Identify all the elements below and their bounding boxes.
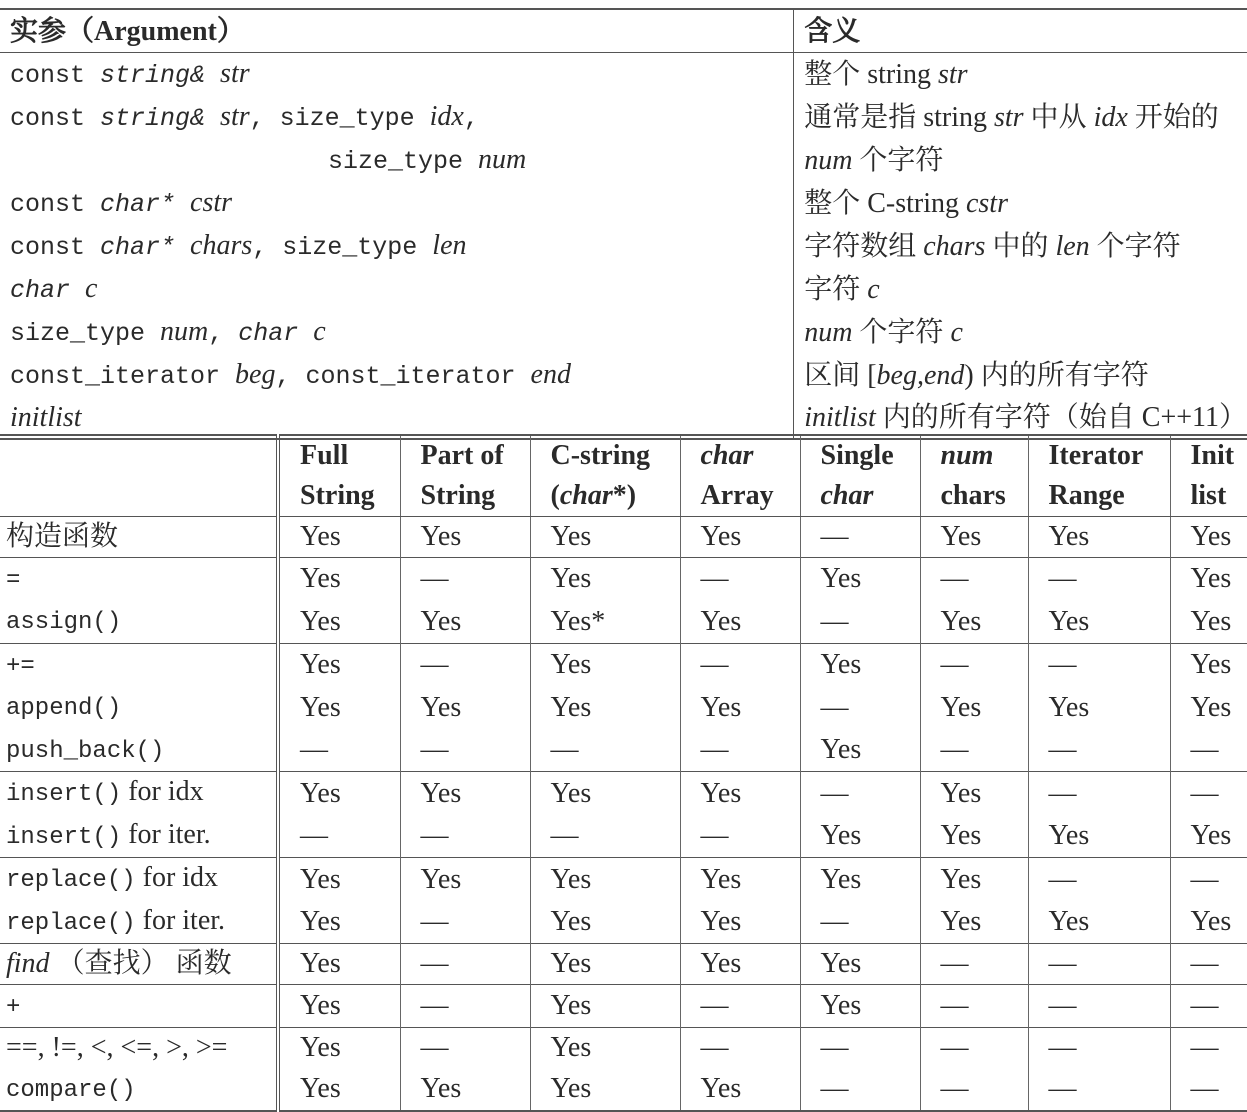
support-cell: Yes	[1170, 557, 1247, 600]
support-cell: Yes	[1028, 517, 1170, 558]
row-label	[0, 557, 278, 600]
args-row	[0, 139, 1247, 182]
support-cell: —	[400, 815, 530, 858]
text-segment: num	[804, 145, 853, 176]
column-header	[400, 435, 530, 476]
support-cell: Yes	[920, 901, 1028, 944]
column-header	[920, 435, 1028, 476]
ops-header-row	[0, 476, 1247, 517]
support-cell: Yes	[278, 643, 400, 686]
text-segment: const	[10, 233, 101, 262]
text-segment: for idx	[135, 862, 219, 893]
ops-header-row	[0, 435, 1247, 476]
column-header	[800, 476, 920, 517]
column-header	[680, 435, 800, 476]
support-cell: Yes	[680, 600, 800, 643]
support-cell: —	[1028, 643, 1170, 686]
support-cell: —	[400, 1028, 530, 1068]
text-segment: 字符数组	[804, 231, 924, 262]
text-segment: num	[478, 144, 527, 175]
support-cell: Yes	[800, 858, 920, 901]
header-meaning	[794, 9, 1247, 53]
support-cell: —	[1028, 944, 1170, 985]
support-cell: —	[1028, 772, 1170, 815]
text-segment: insert()	[6, 823, 122, 851]
text-segment: Single	[820, 440, 894, 471]
meaning-cell	[794, 182, 1247, 225]
text-segment: 区间 [	[804, 360, 877, 391]
support-cell: Yes	[800, 729, 920, 772]
table-row	[0, 643, 1247, 686]
meaning-cell	[794, 268, 1247, 311]
support-cell: Yes	[680, 517, 800, 558]
text-segment: c	[950, 317, 963, 348]
support-cell: —	[530, 729, 680, 772]
table-row	[0, 1028, 1247, 1068]
support-cell: —	[400, 901, 530, 944]
args-header-row	[0, 9, 1247, 53]
column-header	[278, 435, 400, 476]
text-segment: initlist	[10, 402, 82, 433]
text-segment: 个字符	[852, 317, 951, 348]
column-header	[1028, 476, 1170, 517]
text-segment: beg	[235, 359, 276, 390]
text-segment: 个字符	[852, 145, 944, 176]
row-label	[0, 815, 278, 858]
support-cell: —	[920, 729, 1028, 772]
support-cell: Yes	[400, 600, 530, 643]
meaning-cell	[794, 354, 1247, 397]
text-segment: 字符	[804, 274, 868, 305]
text-segment: cstr	[190, 187, 233, 218]
support-cell: Yes	[1028, 815, 1170, 858]
text-segment: replace()	[6, 867, 136, 894]
support-cell: Yes	[278, 600, 400, 643]
text-segment: (	[550, 480, 560, 511]
support-cell: Yes	[530, 944, 680, 985]
text-segment: chars	[940, 480, 1006, 511]
support-cell: Yes	[680, 901, 800, 944]
text-segment: , size_type	[252, 233, 433, 262]
text-segment: 通常是指 string	[804, 102, 994, 133]
table-row	[0, 901, 1247, 944]
table-row	[0, 600, 1247, 643]
text-segment: 整个 string	[804, 59, 938, 90]
row-label	[0, 729, 278, 772]
text-segment: len	[432, 230, 467, 261]
text-segment: num	[804, 317, 853, 348]
table-row	[0, 984, 1247, 1028]
support-cell: Yes	[1170, 643, 1247, 686]
text-segment: const	[10, 104, 101, 133]
support-cell: Yes	[920, 517, 1028, 558]
support-cell: Yes	[680, 1068, 800, 1112]
support-cell: —	[800, 901, 920, 944]
text-segment: +	[6, 993, 21, 1021]
support-cell: —	[1028, 984, 1170, 1028]
text-segment: len	[1055, 231, 1090, 262]
support-cell: —	[1028, 1028, 1170, 1068]
support-cell: —	[400, 729, 530, 772]
text-segment: str	[993, 102, 1024, 133]
support-cell: Yes	[278, 772, 400, 815]
support-cell: —	[800, 686, 920, 729]
support-cell: —	[400, 643, 530, 686]
support-cell: —	[1170, 984, 1247, 1028]
argument-cell	[0, 182, 794, 225]
support-cell: Yes	[800, 643, 920, 686]
support-cell: Yes	[278, 1068, 400, 1112]
text-segment: Full	[300, 440, 349, 471]
text-segment: beg,end	[876, 360, 965, 391]
support-cell: Yes	[530, 643, 680, 686]
support-cell: Yes	[920, 858, 1028, 901]
support-cell: Yes	[400, 858, 530, 901]
text-segment: , const_iterator	[275, 362, 531, 391]
row-label	[0, 901, 278, 944]
text-segment: Init	[1190, 440, 1235, 471]
text-segment: 内的所有字符（始自 C++11）	[875, 402, 1247, 433]
text-segment: Argument	[94, 15, 217, 47]
support-cell: —	[680, 984, 800, 1028]
support-cell: Yes	[800, 944, 920, 985]
text-segment: *)	[612, 480, 637, 511]
column-header	[530, 476, 680, 517]
support-cell: —	[400, 984, 530, 1028]
args-row	[0, 225, 1247, 268]
text-segment: 构造函数	[6, 521, 119, 552]
support-cell: —	[1170, 858, 1247, 901]
support-cell: Yes	[530, 1028, 680, 1068]
args-row	[0, 397, 1247, 439]
support-cell: —	[1028, 858, 1170, 901]
support-cell: —	[680, 729, 800, 772]
text-segment: chars	[190, 230, 253, 261]
text-segment: char	[10, 276, 86, 305]
text-segment: c	[867, 274, 880, 305]
argument-cell	[0, 354, 794, 397]
text-segment: char	[820, 480, 874, 511]
text-segment: Range	[1048, 480, 1125, 511]
row-label	[0, 984, 278, 1028]
support-cell: —	[1028, 557, 1170, 600]
row-label	[0, 686, 278, 729]
argument-cell	[0, 139, 794, 182]
support-cell: —	[680, 643, 800, 686]
support-cell: Yes	[1170, 600, 1247, 643]
text-segment: +=	[6, 652, 35, 680]
args-row	[0, 311, 1247, 354]
support-cell: Yes	[278, 901, 400, 944]
column-header	[530, 435, 680, 476]
args-row	[0, 182, 1247, 225]
table-row	[0, 686, 1247, 729]
support-cell: Yes	[1028, 686, 1170, 729]
meaning-cell	[794, 397, 1247, 439]
support-cell: Yes	[530, 901, 680, 944]
column-header	[800, 435, 920, 476]
text-segment: char*	[100, 190, 191, 219]
text-segment: ==, !=, <, <=, >, >=	[6, 1032, 228, 1063]
meaning-cell	[794, 53, 1247, 97]
support-cell: —	[1028, 1068, 1170, 1112]
text-segment: find	[6, 948, 50, 979]
row-label	[0, 1028, 278, 1068]
column-header	[1028, 435, 1170, 476]
text-segment: char*	[100, 233, 191, 262]
support-cell: —	[800, 772, 920, 815]
text-segment: char	[700, 440, 754, 471]
column-header	[1170, 476, 1247, 517]
column-header	[920, 476, 1028, 517]
row-label	[0, 517, 278, 558]
row-label	[0, 643, 278, 686]
meaning-cell	[794, 311, 1247, 354]
table-row	[0, 772, 1247, 815]
text-segment: insert()	[6, 781, 122, 808]
support-cell: —	[920, 643, 1028, 686]
support-cell: Yes	[1028, 600, 1170, 643]
text-segment: string&	[100, 104, 221, 133]
support-cell: —	[680, 1028, 800, 1068]
text-segment: char	[238, 319, 314, 348]
text-segment: str	[220, 101, 250, 132]
support-cell: —	[1170, 1028, 1247, 1068]
text-segment: num	[940, 440, 994, 471]
row-label	[0, 772, 278, 815]
text-segment: idx	[1093, 102, 1128, 133]
column-header	[1170, 435, 1247, 476]
support-cell: —	[1170, 944, 1247, 985]
support-cell: —	[400, 944, 530, 985]
text-segment: ) 内的所有字符	[964, 360, 1149, 391]
text-segment: ,	[208, 319, 239, 348]
text-segment: replace()	[6, 909, 136, 937]
support-cell: Yes	[530, 1068, 680, 1112]
text-segment: ）	[216, 15, 245, 47]
row-label	[0, 600, 278, 643]
support-cell: Yes	[1170, 901, 1247, 944]
row-label	[0, 1068, 278, 1112]
support-cell: —	[800, 600, 920, 643]
support-cell: Yes	[530, 517, 680, 558]
text-segment: list	[1190, 480, 1227, 511]
args-row	[0, 268, 1247, 311]
text-segment: for iter.	[135, 904, 226, 936]
text-segment: idx	[429, 101, 464, 132]
text-segment: char	[559, 480, 613, 511]
support-cell: Yes	[1170, 517, 1247, 558]
column-header	[400, 476, 530, 517]
support-cell: Yes	[920, 686, 1028, 729]
support-cell: —	[1028, 729, 1170, 772]
support-cell: Yes	[680, 944, 800, 985]
header-empty-cell	[0, 435, 278, 476]
text-segment: size_type	[10, 319, 161, 348]
text-segment: assign()	[6, 609, 122, 636]
argument-cell	[0, 268, 794, 311]
support-cell: Yes	[278, 686, 400, 729]
text-segment: append()	[6, 695, 122, 722]
text-segment: string&	[100, 61, 221, 90]
text-segment: 开始的	[1127, 102, 1219, 133]
support-cell: Yes	[278, 944, 400, 985]
text-segment: Part of	[420, 440, 504, 471]
support-cell: Yes	[400, 686, 530, 729]
text-segment: end	[530, 359, 571, 390]
column-header	[680, 476, 800, 517]
support-cell: —	[680, 557, 800, 600]
args-row	[0, 96, 1247, 139]
support-cell: Yes	[400, 772, 530, 815]
text-segment: 中从	[1023, 102, 1094, 133]
support-cell: Yes	[1170, 815, 1247, 858]
text-segment: 整个 C-string	[804, 188, 966, 219]
support-cell: Yes	[920, 772, 1028, 815]
args-row	[0, 53, 1247, 97]
support-cell: —	[920, 557, 1028, 600]
support-cell: —	[278, 815, 400, 858]
support-cell: —	[920, 944, 1028, 985]
support-cell: —	[800, 1028, 920, 1068]
meaning-cell	[794, 96, 1247, 139]
table-row	[0, 557, 1247, 600]
support-cell: Yes	[400, 517, 530, 558]
support-cell: Yes	[920, 600, 1028, 643]
text-segment: 个字符	[1089, 231, 1181, 262]
support-cell: Yes	[278, 1028, 400, 1068]
text-segment: str	[937, 59, 968, 90]
text-segment: Array	[700, 480, 774, 511]
support-cell: —	[278, 729, 400, 772]
table-row	[0, 944, 1247, 985]
row-label	[0, 944, 278, 985]
header-empty-cell	[0, 476, 278, 517]
meaning-cell	[794, 139, 1247, 182]
support-cell: —	[800, 517, 920, 558]
support-cell: Yes	[920, 815, 1028, 858]
text-segment: for iter.	[121, 818, 211, 850]
text-segment: push_back()	[6, 737, 165, 765]
support-cell: —	[920, 1068, 1028, 1112]
table-row	[0, 858, 1247, 901]
text-segment: for idx	[121, 776, 204, 807]
text-segment: const_iterator	[10, 362, 236, 391]
text-segment: Iterator	[1048, 440, 1144, 471]
support-cell: Yes	[530, 557, 680, 600]
support-cell: Yes	[1028, 901, 1170, 944]
text-segment: 实参（	[10, 15, 95, 47]
support-cell: Yes	[400, 1068, 530, 1112]
table-row	[0, 815, 1247, 858]
support-cell: Yes	[680, 772, 800, 815]
support-cell: —	[400, 557, 530, 600]
support-cell: —	[680, 815, 800, 858]
support-cell: —	[1170, 729, 1247, 772]
argument-cell	[0, 311, 794, 354]
support-cell: Yes	[800, 984, 920, 1028]
support-cell: —	[1170, 772, 1247, 815]
text-segment: 中的	[985, 231, 1056, 262]
argument-cell	[0, 397, 794, 439]
support-cell: Yes*	[530, 600, 680, 643]
text-segment: str	[220, 58, 250, 89]
support-cell: —	[920, 1028, 1028, 1068]
support-cell: —	[920, 984, 1028, 1028]
text-segment: const	[10, 190, 101, 219]
text-segment: compare()	[6, 1076, 136, 1104]
text-segment: String	[300, 480, 375, 511]
text-segment: num	[160, 316, 209, 347]
support-cell: Yes	[278, 984, 400, 1028]
support-cell: Yes	[530, 984, 680, 1028]
operations-table	[0, 434, 1247, 1112]
header-argument	[0, 9, 794, 53]
text-segment: const	[10, 61, 101, 90]
column-header	[278, 476, 400, 517]
text-segment: chars	[923, 231, 986, 262]
text-segment: c	[85, 273, 98, 304]
support-cell: Yes	[530, 686, 680, 729]
arguments-table	[0, 8, 1247, 440]
text-segment: C-string	[550, 440, 651, 471]
text-segment: ,	[463, 104, 479, 133]
table-row	[0, 517, 1247, 558]
text-segment: size_type	[328, 147, 479, 176]
support-cell: Yes	[278, 858, 400, 901]
row-label	[0, 858, 278, 901]
argument-cell	[0, 53, 794, 97]
table-row	[0, 729, 1247, 772]
text-segment: （查找） 函数	[49, 948, 232, 979]
table-row	[0, 1068, 1247, 1112]
argument-cell	[0, 96, 794, 139]
text-segment: initlist	[804, 402, 876, 433]
support-cell: —	[800, 1068, 920, 1112]
support-cell: —	[1170, 1068, 1247, 1112]
args-row	[0, 354, 1247, 397]
text-segment: 含义	[804, 15, 861, 47]
support-cell: Yes	[680, 686, 800, 729]
support-cell: Yes	[800, 557, 920, 600]
text-segment: String	[420, 480, 496, 511]
text-segment: , size_type	[249, 104, 430, 133]
support-cell: Yes	[278, 557, 400, 600]
argument-cell	[0, 225, 794, 268]
text-segment: c	[313, 316, 326, 347]
support-cell: Yes	[1170, 686, 1247, 729]
text-segment: cstr	[965, 188, 1008, 219]
support-cell: Yes	[278, 517, 400, 558]
support-cell: Yes	[800, 815, 920, 858]
meaning-cell	[794, 225, 1247, 268]
support-cell: —	[530, 815, 680, 858]
support-cell: Yes	[530, 772, 680, 815]
support-cell: Yes	[530, 858, 680, 901]
support-cell: Yes	[680, 858, 800, 901]
text-segment: =	[6, 566, 21, 594]
